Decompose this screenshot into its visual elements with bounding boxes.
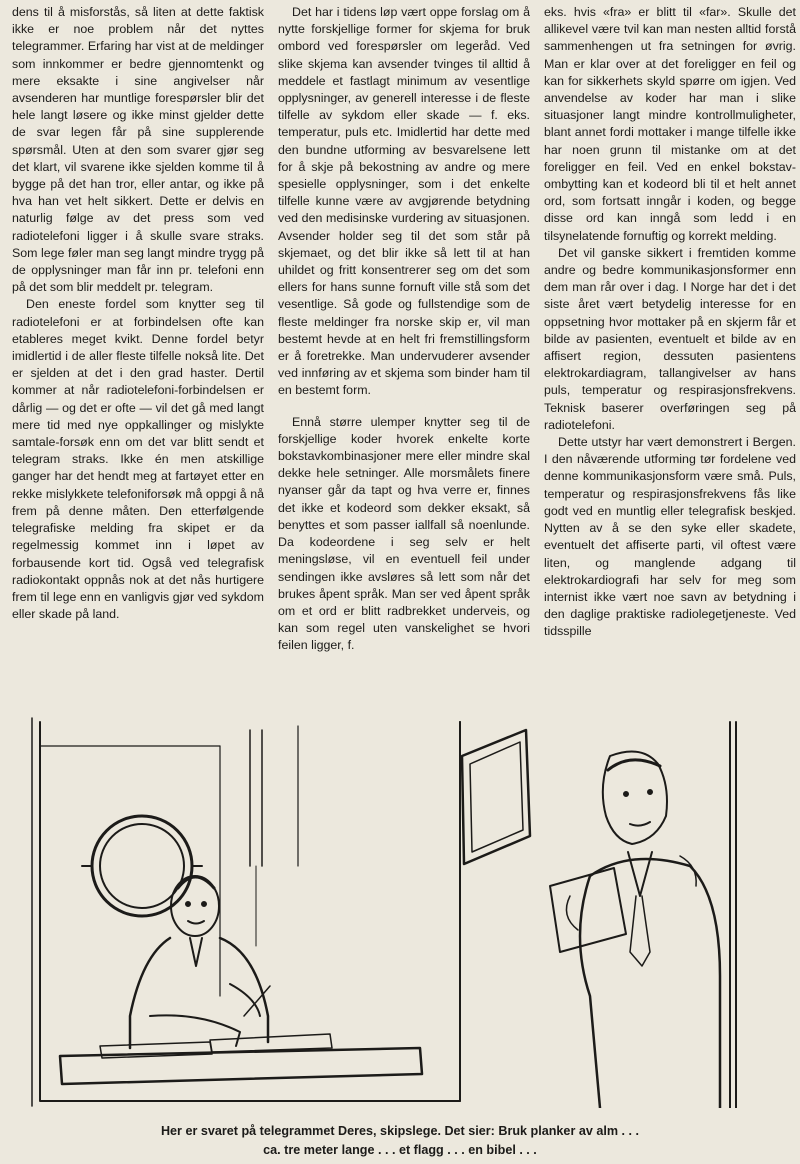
seated-officer (130, 876, 270, 1048)
paragraph: eks. hvis «fra» er blitt til «far». Skulle det allikevel være tvil kan man nesten alltid forstå sammenhengen ut fra setningen for øvrig. Man er klar over at det foreligger en feil og kan for sikkerhets skyld spørre om igjen. Ved anvendelse av koder har man i slike situasjoner langt mindre kontrollmuligheter, blant annet fordi mottaker i mange tilfelle ikke har noen grunn til mistanke om at det foreligger en feil. Ved en enkel bokstav-ombytting kan et kodeord bli til et helt annet ord, som fortsatt inngår i koden, og begge disse ord kan inngå som ledd i en tilsynelatende fornuftig og korrekt melding. (544, 5, 796, 243)
article-column-2 (278, 4, 530, 700)
article-column-1 (12, 4, 264, 700)
cartoon-illustration (30, 716, 790, 1108)
paragraph: Den eneste fordel som knytter seg til radiotelefoni er at forbindelsen ofte kan etableres meget kvikt. Denne fordel betyr imidlertid i de aller fleste tilfelle nokså lite. Det er sjelden at det i den grad haster. Dertil kommer at når radiotelefoni-forbindelsen er dårlig — og det er ofte — vil det gå med langt mere tid med nye oppkallinger og mislykte samtale-forsøk enn om det var blitt sendt et telegram straks. Ikke én men atskillige ganger har det hendt meg at fartøyet etter en rekke mislykkete telefoniforsøk må oppgi å nå frem på denne måten. Den etterfølgende telegrafiske melding fra skipet er da regelmessig kommet inn i løpet av forbausende kort tid. Også ved telegrafisk radiokontakt oppnås nok at det nås hurtigere frem til lege enn en vanligvis gjør ved sykdom eller skade på land. (12, 297, 264, 622)
article-column-3 (544, 4, 796, 700)
standing-messenger (550, 752, 720, 1109)
cartoon-caption (0, 1122, 800, 1160)
paragraph: Det vil ganske sikkert i fremtiden komme andre og bedre kommunikasjonsformer enn dem man rår over i dag. I Norge har det i det siste året vært betydelig interesse for en oppsetning hvor mottaker på en skjerm får et bilde av pasienten, eventuelt et bilde av en affisert region, dessuten pasientens elektrokardiagram, tallangivelser av hans puls, temperatur og respirasjonsfrekvens. Teknisk baserer overføringen seg på radiotelefoni. (544, 245, 796, 432)
caption-line-2: ca. tre meter lange . . . et flagg . . . en bibel . . . (263, 1143, 537, 1157)
porthole-icon (82, 816, 202, 916)
paragraph: dens til å misforstås, så liten at dette faktisk ikke er noe problem når det nyttes telegrammer. Erfaring har vist at de meldinger som innkommer er bedre gjennomtenkt og mere eksakte i sine angivelser når avsenderen har muntlige forespørsler blir det hele langt løsere og ikke minst gjelder dette de svar legen får på sine supplerende spørsmål. Uten at den som svarer gjør seg det klart, vil svarene ikke sjelden komme til å bygge på det han tror, eller antar, og ikke på hva han vet helt sikkert. Dette er delvis en naturlig følge av det press som ved radiotelefoni ligger i å skulle svare straks. Som lege føler man seg langt mindre trygg på de opplysninger man får inn pr. telefoni enn på det som blir meddelt pr. telegram. (12, 5, 264, 295)
article-columns (12, 4, 796, 700)
caption-line-1: Her er svaret på telegrammet Deres, skipslege. Det sier: Bruk planker av alm . . . (160, 1124, 640, 1138)
paragraph: Ennå større ulemper knytter seg til de forskjellige koder hvorek enkelte korte bokstavkombinasjoner mere eller mindre skal dekke hele setninger. Alle morsmålets finere nyanser går da tapt og hva verre er, finnes det ikke et kodeord som dekker eksakt, så benyttes et som passer iallfall så noenlunde. Da kodeordene i seg selv er helt meningsløse, vil en eventuell feil under sendingen ikke avsløres så lett som når det brukes åpent språk. Man ser ved åpent språk om et ord er blitt radbrekket underveis, og kan som regel uten vanskelighet se hvori feilen ligger, f. (278, 414, 530, 653)
paragraph: Det har i tidens løp vært oppe forslag om å nytte forskjellige former for skjema for bruk ombord ved forespørsler om legeråd. Ved slike skjema kan avsender tvinges til alltid å meddele et fastlagt minimum av vesentlige opplysninger, av generell interesse i de fleste tilfelle av sykdom eller skade — f. eks. temperatur, puls etc. Imidlertid har dette med den bundne utforming av besvarelsene lett for å skje på bekostning av andre og mere spesielle opplysninger, som i det enkelte tilfelle kunne være av avgjørende betydning ved den medisinske vurdering av situasjonen. Avsender holder seg til det som står på skjemaet, og det blir ikke så lett til at han uhildet og fritt konsentrerer seg om det som ellers for hans sunne fornuft ville stå som det vesentlige. Så gode og fullstendige som de fleste meldinger fra norske skip er, vil man bestemt hevde at en helt fri fremstillingsform er å foretrekke. Man undervuderer avsender ved innføring av et skjema som binder ham til en bestemt form. (278, 5, 530, 398)
cabin-wall-right (460, 722, 736, 1108)
paragraph: Dette utstyr har vært demonstrert i Bergen. I den nåværende utforming tør fordelene ved denne kommunikasjonsform være små. Puls, temperatur og respirasjonsfrekvens fås like godt ved en muntlig eller telegrafisk beskjed. Nytten av å se den syke eller skadete, eventuelt det affiserte parti, vil oftest være liten, og manglende adgang til elektrokardiografi har selv for meg som internist ikke vært noe savn av betydning i den daglige praktiske radiolegetjeneste. Ved tidsspille (544, 435, 796, 639)
desk (60, 1034, 422, 1084)
